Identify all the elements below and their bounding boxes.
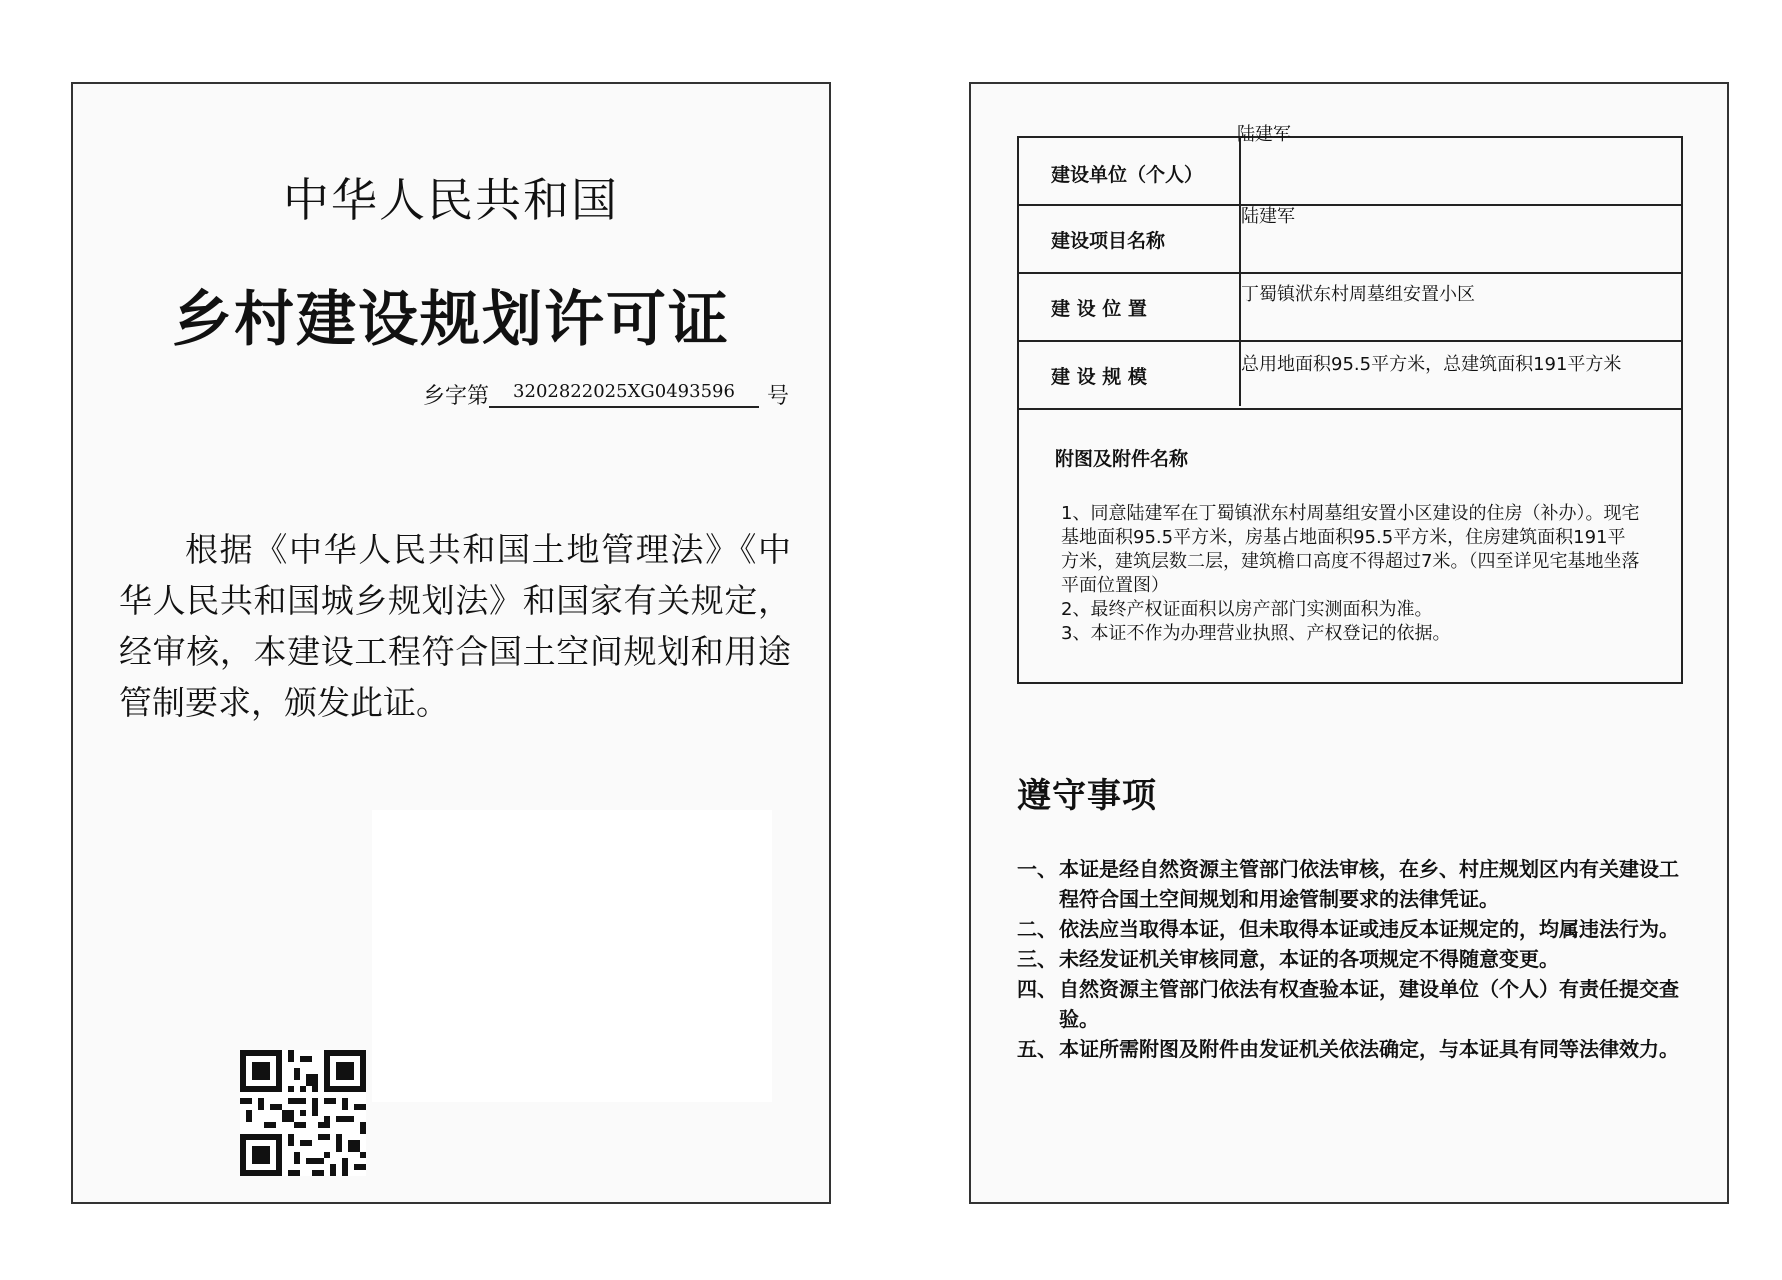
row-label: 建设项目名称 bbox=[1051, 230, 1166, 252]
notice-text: 本证所需附图及附件由发证机关依法确定，与本证具有同等法律效力。 bbox=[1059, 1037, 1679, 1061]
applicant-name: 陆建军 bbox=[1237, 124, 1291, 145]
list-item: 3、本证不作为办理营业执照、产权登记的依据。 bbox=[1061, 623, 1451, 644]
permit-title: 乡村建设规划许可证 bbox=[172, 285, 730, 355]
row-label: 建 设 规 模 bbox=[1051, 366, 1147, 388]
table-row bbox=[1019, 340, 1681, 410]
legal-basis-text: 根据《中华人民共和国土地管理法》《中华人民共和国城乡规划法》和国家有关规定，经审核，本建设工程符合国土空间规划和用途管制要求，颁发此证。 bbox=[119, 530, 791, 722]
country-name: 中华人民共和国 bbox=[283, 173, 619, 227]
list-item: 2、最终产权证面积以房产部门实测面积为准。 bbox=[1061, 599, 1433, 620]
permit-number-suffix: 号 bbox=[767, 384, 790, 409]
notice-text: 自然资源主管部门依法有权查验本证，建设单位（个人）有责任提交查验。 bbox=[1059, 977, 1679, 1031]
attachments-list bbox=[1061, 502, 1641, 646]
attachments-label: 附图及附件名称 bbox=[1055, 448, 1189, 470]
list-item bbox=[1017, 974, 1689, 1034]
notice-number: 三、 bbox=[1017, 947, 1057, 971]
certificate-detail-page bbox=[969, 82, 1729, 1204]
permit-number-value: 3202822025XG0493596 bbox=[513, 381, 735, 402]
notice-list bbox=[1017, 854, 1689, 1064]
row-value: 陆建军 bbox=[1241, 206, 1295, 227]
certificate-front-page bbox=[71, 82, 831, 1204]
list-item bbox=[1017, 1034, 1689, 1064]
list-item: 1、同意陆建军在丁蜀镇洑东村周墓组安置小区建设的住房（补办）。现宅基地面积95.5平方米，房基占地面积95.5平方米，住房建筑面积191平方米，建筑层数二层，建筑檐口高度不得超过7米。（四至详见宅基地坐落平面位置图） bbox=[1061, 503, 1640, 596]
table-row bbox=[1019, 138, 1681, 206]
notice-heading: 遵守事项 bbox=[1017, 776, 1157, 816]
permit-number-row bbox=[423, 374, 803, 414]
list-item bbox=[1017, 914, 1689, 944]
notice-number: 五、 bbox=[1017, 1037, 1057, 1061]
row-value: 总用地面积95.5平方米，总建筑面积191平方米 bbox=[1241, 354, 1622, 375]
notice-number: 一、 bbox=[1017, 857, 1057, 881]
notice-text: 未经发证机关审核同意，本证的各项规定不得随意变更。 bbox=[1059, 947, 1559, 971]
notice-number: 二、 bbox=[1017, 917, 1057, 941]
list-item bbox=[1017, 854, 1689, 914]
row-value: 丁蜀镇洑东村周墓组安置小区 bbox=[1241, 284, 1475, 305]
row-label: 建 设 位 置 bbox=[1051, 298, 1147, 320]
permit-number-prefix: 乡字第 bbox=[423, 384, 490, 409]
redacted-seal-area bbox=[372, 810, 772, 1102]
list-item bbox=[1017, 944, 1689, 974]
table-row bbox=[1019, 272, 1681, 342]
notice-text: 本证是经自然资源主管部门依法审核，在乡、村庄规划区内有关建设工程符合国土空间规划和用途管制要求的法律凭证。 bbox=[1059, 857, 1679, 911]
qr-code-icon bbox=[240, 1050, 366, 1176]
project-info-table bbox=[1017, 136, 1683, 684]
column-divider bbox=[1239, 138, 1241, 406]
notice-number: 四、 bbox=[1017, 977, 1057, 1001]
notice-text: 依法应当取得本证，但未取得本证或违反本证规定的，均属违法行为。 bbox=[1059, 917, 1679, 941]
row-label: 建设单位（个人） bbox=[1051, 164, 1204, 186]
table-row bbox=[1019, 204, 1681, 274]
